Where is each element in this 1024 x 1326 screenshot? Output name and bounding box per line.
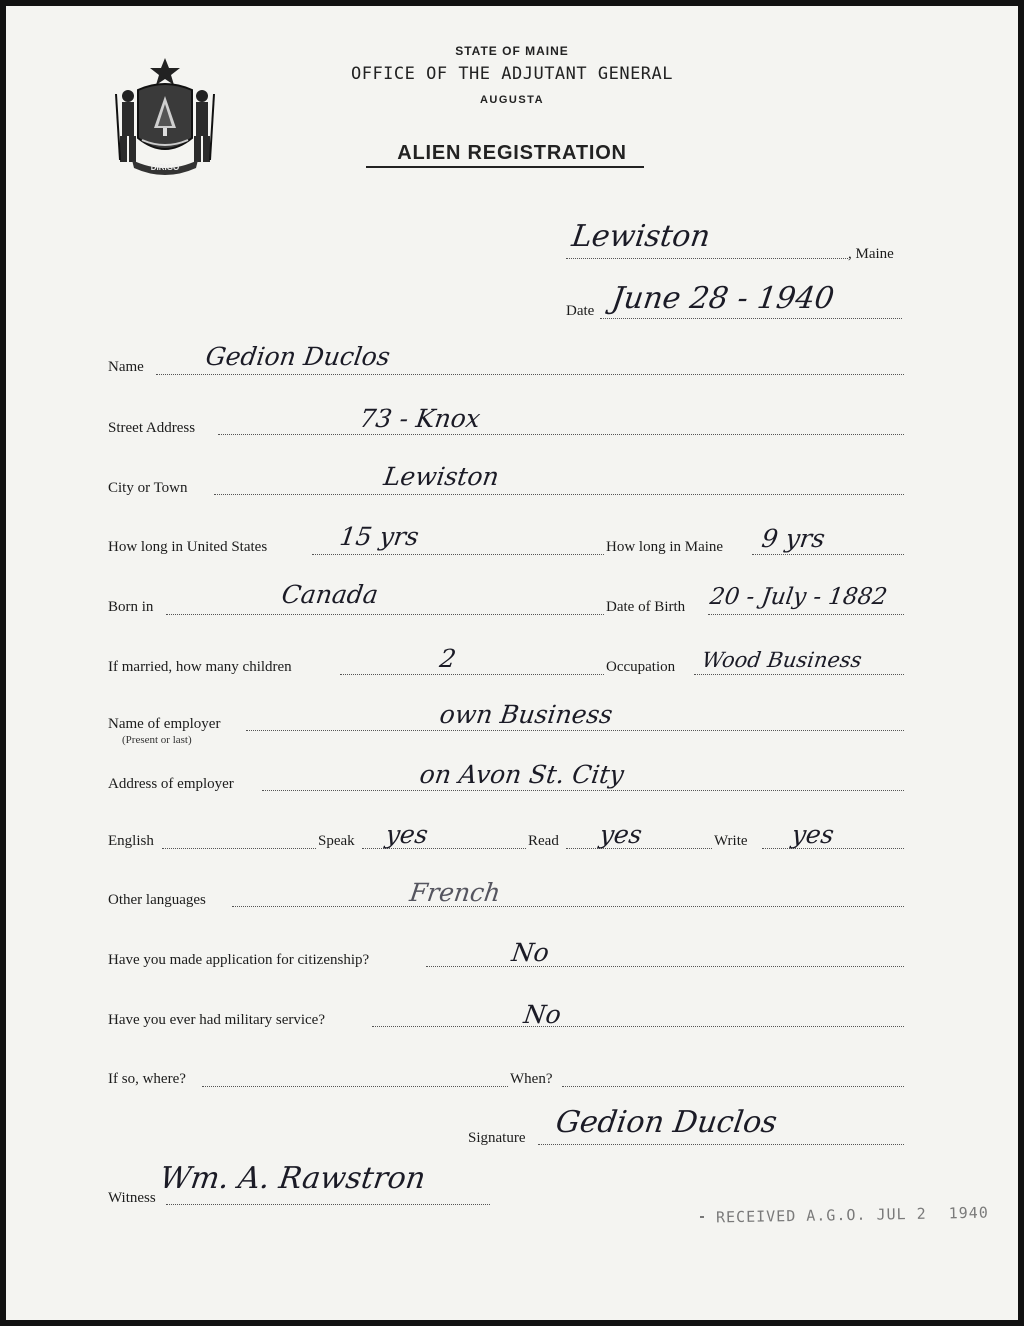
- read-value[interactable]: yes: [597, 820, 644, 849]
- when-label: When?: [510, 1071, 553, 1087]
- speak-value[interactable]: yes: [383, 820, 430, 849]
- occupation-line: [694, 674, 904, 675]
- other-languages-label: Other languages: [108, 892, 206, 908]
- where-label: If so, where?: [108, 1071, 186, 1087]
- date-label: Date: [566, 303, 595, 319]
- born-in-label: Born in: [108, 599, 154, 615]
- employer-sublabel: (Present or last): [122, 734, 192, 746]
- witness-label: Witness: [108, 1190, 156, 1206]
- when-line: [562, 1086, 904, 1087]
- other-languages-value[interactable]: French: [407, 878, 503, 907]
- employer-label: Name of employer: [108, 716, 221, 732]
- received-stamp-year: 1940: [948, 1203, 989, 1223]
- witness-line: [166, 1204, 490, 1205]
- witness-value[interactable]: Wm. A. Rawstron: [157, 1161, 428, 1196]
- children-label: If married, how many children: [108, 659, 292, 675]
- military-line: [372, 1026, 904, 1027]
- received-stamp-text: RECEIVED A.G.O. JUL 2: [715, 1204, 927, 1227]
- occupation-label: Occupation: [606, 659, 676, 675]
- name-value[interactable]: Gedion Duclos: [203, 342, 392, 371]
- signature-value[interactable]: Gedion Duclos: [553, 1105, 780, 1140]
- citizenship-line: [426, 966, 904, 967]
- years-us-label: How long in United States: [108, 539, 268, 555]
- citizenship-value[interactable]: No: [509, 938, 551, 967]
- form-title: ALIEN REGISTRATION: [397, 142, 627, 164]
- name-label: Name: [108, 359, 144, 375]
- years-maine-value[interactable]: 9 yrs: [759, 524, 827, 553]
- signature-label: Signature: [468, 1130, 526, 1146]
- place-line: [566, 258, 848, 259]
- years-maine-line: [752, 554, 904, 555]
- street-label: Street Address: [108, 420, 196, 436]
- write-line: [762, 848, 904, 849]
- occupation-value[interactable]: Wood Business: [700, 648, 864, 672]
- years-us-line: [312, 554, 604, 555]
- military-value[interactable]: No: [521, 1000, 563, 1029]
- svg-text:DIRIGO: DIRIGO: [150, 163, 180, 172]
- speak-label: Speak: [318, 833, 355, 849]
- employer-address-value[interactable]: on Avon St. City: [417, 760, 626, 789]
- title-underline: [366, 166, 644, 168]
- employer-line: [246, 730, 904, 731]
- english-label: English: [108, 833, 154, 849]
- military-label: Have you ever had military service?: [108, 1012, 325, 1028]
- where-line: [202, 1086, 508, 1087]
- born-in-value[interactable]: Canada: [279, 580, 380, 609]
- children-line: [340, 674, 604, 675]
- other-languages-line: [232, 906, 904, 907]
- children-value[interactable]: 2: [437, 644, 458, 673]
- years-us-value[interactable]: 15 yrs: [337, 522, 421, 551]
- write-label: Write: [714, 833, 748, 849]
- street-line: [218, 434, 904, 435]
- received-stamp: [716, 1204, 989, 1227]
- read-label: Read: [528, 833, 559, 849]
- employer-value[interactable]: own Business: [437, 700, 615, 729]
- citizenship-label: Have you made application for citizenship?: [108, 952, 370, 968]
- place-suffix: , Maine: [848, 246, 894, 262]
- english-line: [162, 848, 316, 849]
- city-heading: AUGUSTA: [479, 94, 545, 106]
- date-value[interactable]: June 28 - 1940: [609, 281, 837, 316]
- dob-line: [708, 614, 904, 615]
- city-line: [214, 494, 904, 495]
- born-in-line: [166, 614, 604, 615]
- office-heading: OFFICE OF THE ADJUTANT GENERAL: [350, 64, 674, 84]
- write-value[interactable]: yes: [789, 820, 836, 849]
- street-value[interactable]: 73 - Knox: [357, 404, 483, 433]
- stamp-tick: [700, 1216, 704, 1218]
- employer-address-line: [262, 790, 904, 791]
- signature-line: [538, 1144, 904, 1145]
- name-line: [156, 374, 904, 375]
- city-label: City or Town: [108, 480, 188, 496]
- years-maine-label: How long in Maine: [606, 539, 724, 555]
- date-line: [600, 318, 902, 319]
- city-value[interactable]: Lewiston: [381, 462, 501, 491]
- place-value[interactable]: Lewiston: [569, 219, 713, 254]
- employer-address-label: Address of employer: [108, 776, 234, 792]
- dob-value[interactable]: 20 - July - 1882: [708, 584, 889, 610]
- dob-label: Date of Birth: [606, 599, 686, 615]
- state-heading: STATE OF MAINE: [455, 44, 569, 58]
